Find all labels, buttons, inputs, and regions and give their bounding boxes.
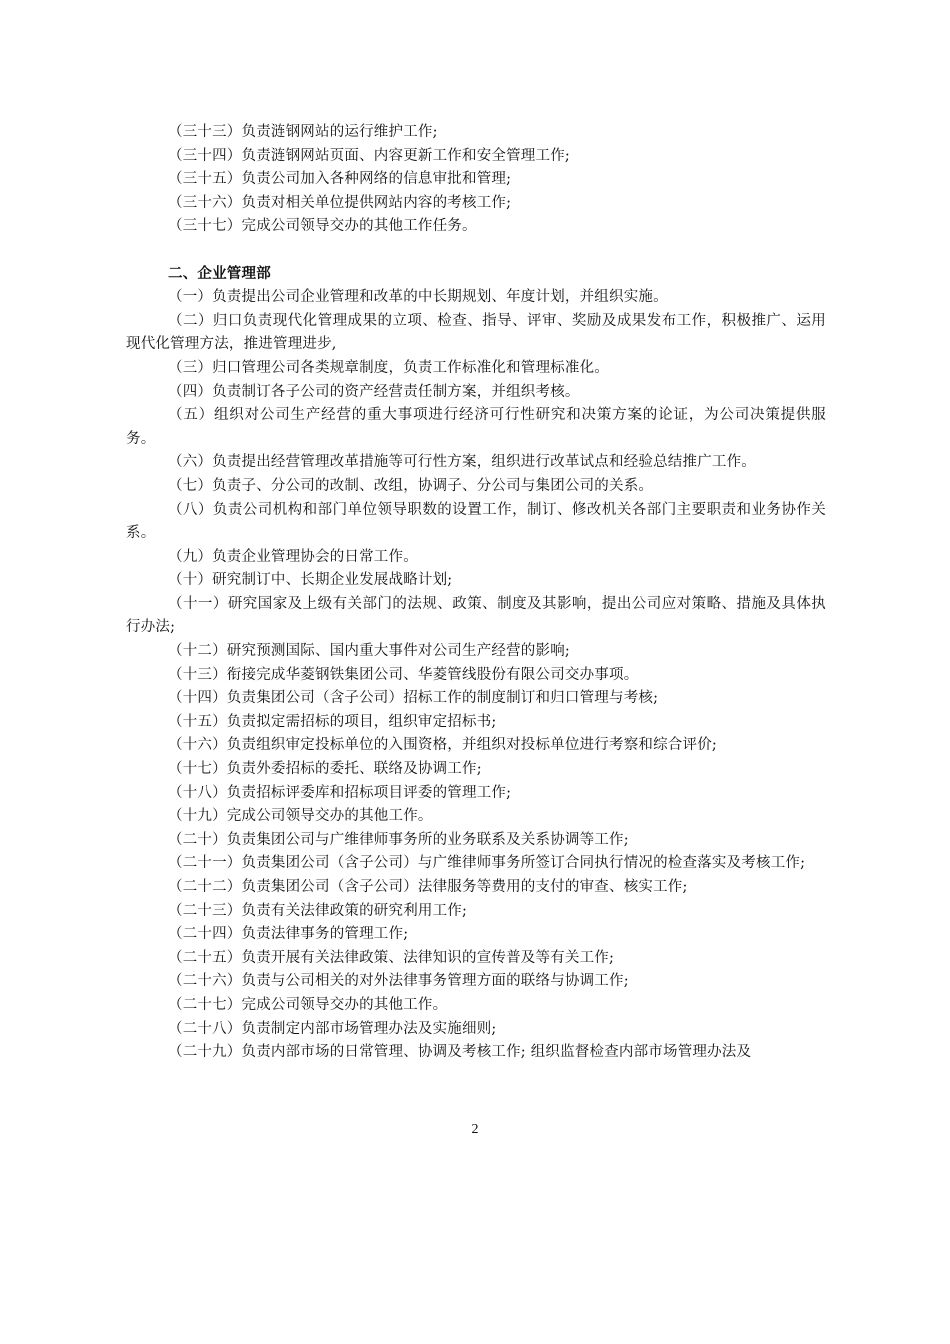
list-item: （十五）负责拟定需招标的项目，组织审定招标书; [168, 713, 497, 730]
list-item: （二十三）负责有关法律政策的研究利用工作; [168, 902, 468, 919]
section-heading: 二、企业管理部 [168, 265, 271, 282]
document-body [126, 121, 826, 1065]
list-item: （十八）负责招标评委库和招标项目评委的管理工作; [168, 784, 512, 801]
list-item: （三十七）完成公司领导交办的其他工作任务。 [168, 218, 477, 235]
list-item: （十）研究制订中、长期企业发展战略计划; [168, 572, 453, 589]
list-item: （二）归口负责现代化管理成果的立项、检查、指导、评审、奖励及成果发布工作，积极推广、运用现代化管理方法，推进管理进步, [126, 312, 826, 353]
list-item: （五）组织对公司生产经营的重大事项进行经济可行性研究和决策方案的论证，为公司决策提供服务。 [126, 407, 826, 447]
list-item: （二十四）负责法律事务的管理工作; [168, 926, 409, 943]
list-item: （七）负责子、分公司的改制、改组，协调子、分公司与集团公司的关系。 [168, 477, 654, 494]
list-item: （九）负责企业管理协会的日常工作。 [168, 548, 418, 565]
list-item: （三十四）负责涟钢网站页面、内容更新工作和安全管理工作; [168, 147, 570, 164]
list-item: （二十二）负责集团公司（含子公司）法律服务等费用的支付的审查、核实工作; [168, 879, 688, 895]
list-item: （十二）研究预测国际、国内重大事件对公司生产经营的影响; [168, 643, 570, 660]
list-item: （二十八）负责制定内部市场管理办法及实施细则; [168, 1020, 497, 1037]
list-item: （十七）负责外委招标的委托、联络及协调工作; [168, 761, 482, 778]
list-item: （二十）负责集团公司与广维律师事务所的业务联系及关系协调等工作; [168, 831, 629, 848]
list-item: （三）归口管理公司各类规章制度，负责工作标准化和管理标准化。 [168, 359, 609, 376]
list-item: （十三）衔接完成华菱钢铁集团公司、华菱管线股份有限公司交办事项。 [168, 666, 639, 683]
list-item: （二十五）负责开展有关法律政策、法律知识的宣传普及等有关工作; [168, 949, 615, 966]
list-item: （二十七）完成公司领导交办的其他工作。 [168, 996, 448, 1013]
section-two-list [126, 286, 826, 1065]
list-item: （二十六）负责与公司相关的对外法律事务管理方面的联络与协调工作; [168, 973, 629, 990]
list-item: （二十九）负责内部市场的日常管理、协调及考核工作; 组织监督检查内部市场管理办法及 [168, 1044, 752, 1061]
list-item: （八）负责公司机构和部门单位领导职数的设置工作，制订、修改机关各部门主要职责和业务协作关系。 [126, 501, 826, 542]
list-item: （六）负责提出经营管理改革措施等可行性方案，组织进行改革试点和经验总结推广工作。 [168, 454, 756, 471]
list-item: （十九）完成公司领导交办的其他工作。 [168, 808, 433, 825]
list-item: （四）负责制订各子公司的资产经营责任制方案，并组织考核。 [168, 383, 580, 400]
list-item: （三十三）负责涟钢网站的运行维护工作; [168, 124, 438, 140]
list-item: （十六）负责组织审定投标单位的入围资格，并组织对投标单位进行考察和综合评价; [168, 737, 717, 754]
list-item: （二十一）负责集团公司（含子公司）与广维律师事务所签订合同执行情况的检查落实及考核工作; [168, 855, 806, 872]
list-item: （三十五）负责公司加入各种网络的信息审批和管理; [168, 171, 512, 188]
list-item: （十一）研究国家及上级有关部门的法规、政策、制度及其影响，提出公司应对策略、措施及具体执行办法; [126, 595, 826, 636]
list-item: （三十六）负责对相关单位提供网站内容的考核工作; [168, 194, 512, 211]
section-spacer [126, 239, 826, 263]
list-item: （一）负责提出公司企业管理和改革的中长期规划、年度计划，并组织实施。 [168, 289, 668, 306]
list-item: （十四）负责集团公司（含子公司）招标工作的制度制订和归口管理与考核; [168, 690, 659, 707]
page-number: 2 [471, 1122, 479, 1137]
section-one-tail-list [126, 121, 826, 239]
